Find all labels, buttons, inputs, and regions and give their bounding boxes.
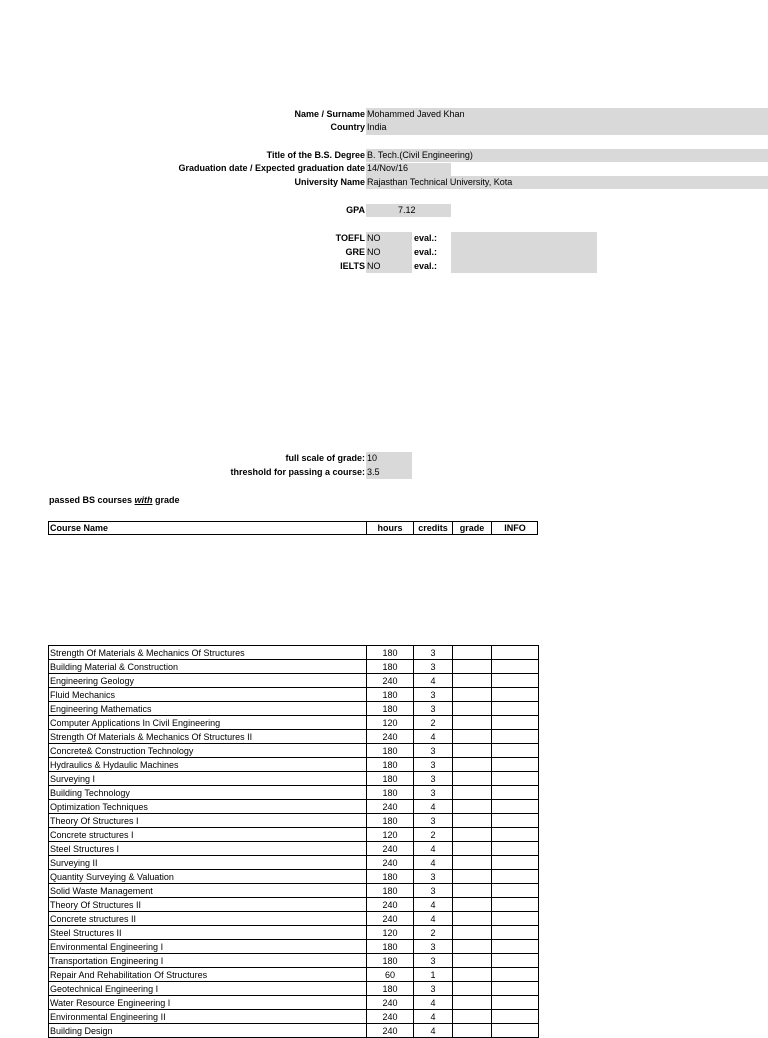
course-row [49,716,539,730]
course-grade-cell [453,674,492,688]
course-hours-cell: 120 [367,828,414,842]
eval-shade [451,232,597,273]
courses-table-header [48,521,538,535]
course-row [49,772,539,786]
course-credits-cell: 3 [414,884,453,898]
course-row [49,996,539,1010]
course-grade-cell [453,940,492,954]
gpa-label: GPA [346,205,365,215]
course-hours-cell: 240 [367,912,414,926]
course-credits-cell: 4 [414,842,453,856]
course-credits-cell: 3 [414,702,453,716]
courses-heading [49,494,180,507]
gpa-value: 7.12 [398,205,416,215]
course-grade-cell [453,870,492,884]
course-grade-cell [453,982,492,996]
course-row [49,800,539,814]
course-info-cell [492,800,539,814]
course-grade-cell [453,842,492,856]
course-row [49,1010,539,1024]
course-grade-cell [453,926,492,940]
course-info-cell [492,842,539,856]
course-credits-cell: 4 [414,856,453,870]
course-info-cell [492,1024,539,1038]
degree-value: B. Tech.(Civil Engineering) [367,150,473,160]
course-row [49,702,539,716]
course-hours-cell: 180 [367,688,414,702]
course-name-cell: Optimization Techniques [49,800,367,814]
course-credits-cell: 3 [414,772,453,786]
course-name-cell: Concrete structures I [49,828,367,842]
course-grade-cell [453,954,492,968]
course-hours-cell: 180 [367,870,414,884]
course-hours-cell: 180 [367,758,414,772]
course-hours-cell: 120 [367,716,414,730]
course-info-cell [492,828,539,842]
course-hours-cell: 180 [367,982,414,996]
course-grade-cell [453,730,492,744]
course-name-cell: Fluid Mechanics [49,688,367,702]
course-grade-cell [453,996,492,1010]
course-row [49,786,539,800]
course-grade-cell [453,660,492,674]
course-hours-cell: 240 [367,674,414,688]
toefl-eval-label: eval.: [414,233,438,243]
course-info-cell [492,772,539,786]
course-credits-cell: 4 [414,898,453,912]
course-grade-cell [453,688,492,702]
course-hours-cell: 240 [367,996,414,1010]
country-value: India [367,122,387,132]
header-hours: hours [366,522,413,534]
course-name-cell: Theory Of Structures II [49,898,367,912]
course-name-cell: Repair And Rehabilitation Of Structures [49,968,367,982]
course-grade-cell [453,772,492,786]
course-name-cell: Building Material & Construction [49,660,367,674]
course-grade-cell [453,1024,492,1038]
university-value: Rajasthan Technical University, Kota [367,177,513,187]
course-info-cell [492,940,539,954]
course-hours-cell: 60 [367,968,414,982]
course-info-cell [492,870,539,884]
course-name-cell: Surveying I [49,772,367,786]
course-credits-cell: 4 [414,912,453,926]
course-credits-cell: 3 [414,982,453,996]
course-name-cell: Concrete& Construction Technology [49,744,367,758]
course-hours-cell: 120 [367,926,414,940]
course-credits-cell: 4 [414,996,453,1010]
country-label: Country [330,122,365,132]
course-row [49,912,539,926]
course-grade-cell [453,758,492,772]
course-row [49,954,539,968]
course-name-cell: Strength Of Materials & Mechanics Of Structures [49,646,367,660]
course-name-cell: Computer Applications In Civil Engineering [49,716,367,730]
course-info-cell [492,856,539,870]
course-grade-cell [453,646,492,660]
course-info-cell [492,646,539,660]
gre-label: GRE [345,247,365,257]
course-info-cell [492,884,539,898]
course-name-cell: Steel Structures II [49,926,367,940]
course-info-cell [492,898,539,912]
course-name-cell: Quantity Surveying & Valuation [49,870,367,884]
course-grade-cell [453,856,492,870]
course-name-cell: Steel Structures I [49,842,367,856]
course-info-cell [492,912,539,926]
course-row [49,814,539,828]
course-row [49,884,539,898]
course-info-cell [492,716,539,730]
course-hours-cell: 180 [367,772,414,786]
course-hours-cell: 180 [367,954,414,968]
header-course-name: Course Name [50,523,109,533]
course-hours-cell: 180 [367,884,414,898]
course-hours-cell: 240 [367,1010,414,1024]
course-credits-cell: 3 [414,870,453,884]
course-grade-cell [453,968,492,982]
course-name-cell: Building Design [49,1024,367,1038]
course-name-cell: Theory Of Structures I [49,814,367,828]
graduation-value: 14/Nov/16 [367,163,409,173]
course-row [49,926,539,940]
course-row [49,674,539,688]
toefl-label: TOEFL [335,233,365,243]
course-row [49,1024,539,1038]
threshold-value: 3.5 [367,467,380,477]
ielts-value: NO [367,261,381,271]
course-info-cell [492,660,539,674]
course-credits-cell: 4 [414,1024,453,1038]
course-hours-cell: 180 [367,786,414,800]
course-name-cell: Transportation Engineering I [49,954,367,968]
header-grade: grade [452,522,491,534]
courses-heading-prefix: passed BS courses [49,495,135,505]
course-info-cell [492,674,539,688]
course-info-cell [492,744,539,758]
name-value: Mohammed Javed Khan [367,109,465,119]
course-row [49,660,539,674]
course-credits-cell: 4 [414,674,453,688]
course-credits-cell: 2 [414,828,453,842]
course-credits-cell: 3 [414,814,453,828]
course-name-cell: Engineering Geology [49,674,367,688]
course-credits-cell: 3 [414,786,453,800]
course-info-cell [492,1010,539,1024]
course-info-cell [492,814,539,828]
course-row [49,842,539,856]
course-info-cell [492,926,539,940]
ielts-label: IELTS [340,261,365,271]
courses-table [48,645,539,1038]
course-name-cell: Environmental Engineering I [49,940,367,954]
course-name-cell: Hydraulics & Hydaulic Machines [49,758,367,772]
course-name-cell: Building Technology [49,786,367,800]
course-row [49,828,539,842]
university-label: University Name [294,177,365,187]
course-credits-cell: 3 [414,758,453,772]
course-hours-cell: 180 [367,660,414,674]
course-row [49,646,539,660]
course-grade-cell [453,786,492,800]
gre-eval-label: eval.: [414,247,438,257]
course-grade-cell [453,814,492,828]
header-credits: credits [413,522,452,534]
course-hours-cell: 180 [367,940,414,954]
ielts-eval-label: eval.: [414,261,438,271]
course-credits-cell: 2 [414,716,453,730]
course-info-cell [492,702,539,716]
course-info-cell [492,954,539,968]
course-credits-cell: 3 [414,954,453,968]
course-hours-cell: 240 [367,1024,414,1038]
course-hours-cell: 180 [367,646,414,660]
course-info-cell [492,786,539,800]
course-info-cell [492,982,539,996]
course-credits-cell: 3 [414,744,453,758]
course-credits-cell: 1 [414,968,453,982]
course-row [49,968,539,982]
course-credits-cell: 3 [414,940,453,954]
degree-label: Title of the B.S. Degree [266,150,365,160]
course-credits-cell: 3 [414,646,453,660]
course-name-cell: Geotechnical Engineering I [49,982,367,996]
name-label: Name / Surname [294,109,365,119]
course-info-cell [492,968,539,982]
course-hours-cell: 180 [367,702,414,716]
course-name-cell: Surveying II [49,856,367,870]
course-credits-cell: 4 [414,1010,453,1024]
course-hours-cell: 240 [367,842,414,856]
course-row [49,940,539,954]
course-credits-cell: 3 [414,688,453,702]
course-grade-cell [453,800,492,814]
courses-heading-emphasis: with [134,495,153,505]
course-name-cell: Environmental Engineering II [49,1010,367,1024]
course-name-cell: Engineering Mathematics [49,702,367,716]
course-hours-cell: 240 [367,898,414,912]
course-hours-cell: 240 [367,730,414,744]
gre-value: NO [367,247,381,257]
course-name-cell: Solid Waste Management [49,884,367,898]
course-grade-cell [453,716,492,730]
course-hours-cell: 240 [367,800,414,814]
course-info-cell [492,996,539,1010]
full-scale-value: 10 [367,453,378,463]
course-hours-cell: 180 [367,814,414,828]
course-hours-cell: 180 [367,744,414,758]
course-grade-cell [453,702,492,716]
course-row [49,744,539,758]
course-name-cell: Water Resource Engineering I [49,996,367,1010]
threshold-label: threshold for passing a course: [230,467,365,477]
full-scale-label: full scale of grade: [285,453,365,463]
course-credits-cell: 4 [414,800,453,814]
course-grade-cell [453,744,492,758]
course-info-cell [492,688,539,702]
course-credits-cell: 4 [414,730,453,744]
header-info: INFO [491,522,538,534]
course-name-cell: Strength Of Materials & Mechanics Of Structures II [49,730,367,744]
toefl-value: NO [367,233,381,243]
course-row [49,758,539,772]
course-hours-cell: 240 [367,856,414,870]
course-info-cell [492,730,539,744]
course-grade-cell [453,1010,492,1024]
course-grade-cell [453,912,492,926]
course-row [49,982,539,996]
graduation-label: Graduation date / Expected graduation date [178,163,365,173]
course-name-cell: Concrete structures II [49,912,367,926]
course-row [49,870,539,884]
course-info-cell [492,758,539,772]
course-grade-cell [453,828,492,842]
course-grade-cell [453,898,492,912]
course-credits-cell: 3 [414,660,453,674]
course-row [49,688,539,702]
course-row [49,856,539,870]
course-grade-cell [453,884,492,898]
courses-heading-suffix: grade [152,495,180,505]
course-row [49,898,539,912]
course-row [49,730,539,744]
course-credits-cell: 2 [414,926,453,940]
